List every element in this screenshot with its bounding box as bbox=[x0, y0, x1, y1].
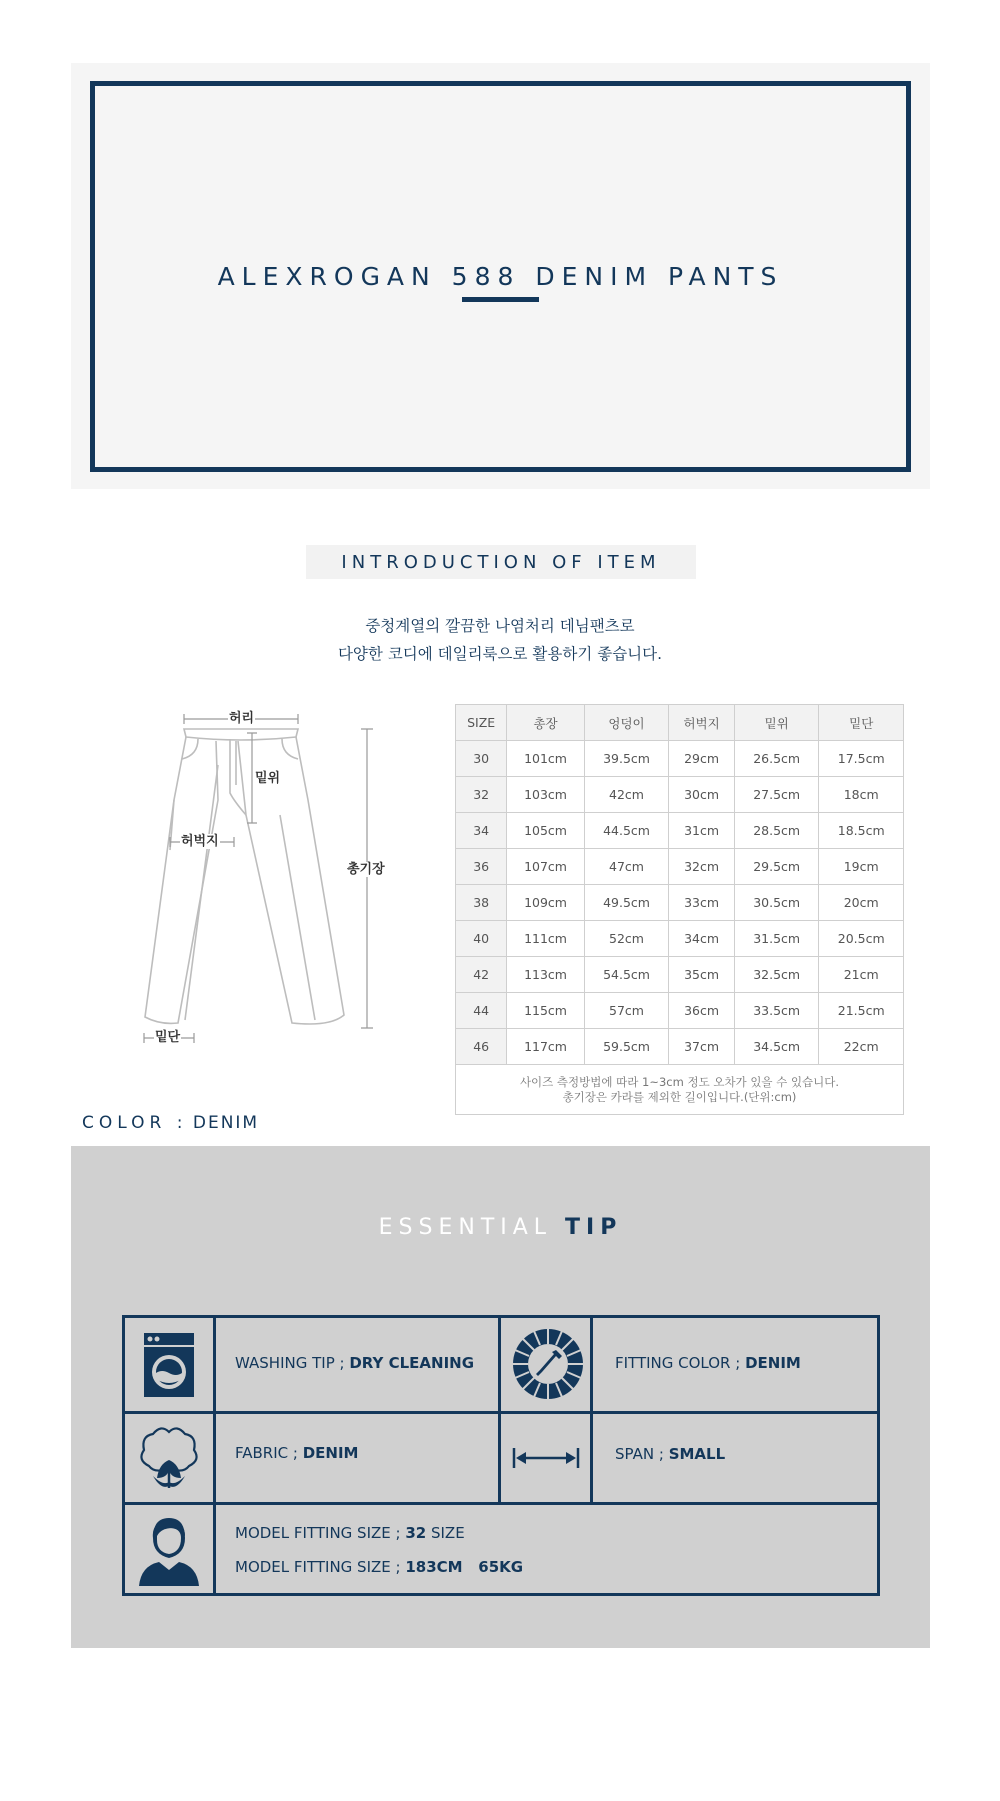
cell-rise: 34.5cm bbox=[734, 1029, 818, 1065]
table-row bbox=[456, 813, 904, 849]
cell-rise: 31.5cm bbox=[734, 921, 818, 957]
header-total-length: 총장 bbox=[507, 705, 584, 741]
pants-measurement-diagram bbox=[130, 705, 400, 1050]
cell-thigh: 33cm bbox=[669, 885, 735, 921]
intro-description bbox=[150, 612, 850, 668]
size-note-line-2: 총기장은 카라를 제외한 길이입니다.(단위:cm) bbox=[562, 1089, 797, 1104]
cotton-flower-icon bbox=[139, 1426, 199, 1490]
intro-line-2: 다양한 코디에 데일리룩으로 활용하기 좋습니다. bbox=[337, 645, 663, 663]
tip-title-light: ESSENTIAL bbox=[378, 1215, 553, 1240]
cell-total-length: 113cm bbox=[507, 957, 584, 993]
color-info bbox=[82, 1113, 259, 1133]
product-title: ALEXROGAN 588 DENIM PANTS bbox=[217, 262, 784, 291]
table-row bbox=[456, 921, 904, 957]
fabric-info bbox=[235, 1444, 358, 1462]
cell-thigh: 35cm bbox=[669, 957, 735, 993]
cell-hip: 59.5cm bbox=[584, 1029, 668, 1065]
cell-hip: 39.5cm bbox=[584, 741, 668, 777]
cell-hem: 18.5cm bbox=[819, 813, 904, 849]
color-wheel-dropper-icon bbox=[512, 1328, 584, 1400]
tip-divider-v1 bbox=[213, 1318, 216, 1593]
model-fitting-size bbox=[235, 1524, 465, 1542]
cell-size: 32 bbox=[456, 777, 507, 813]
fabric-label: FABRIC ; bbox=[235, 1444, 303, 1462]
color-label: COLOR : bbox=[82, 1113, 188, 1133]
header-rise: 밑위 bbox=[734, 705, 818, 741]
washing-machine-icon bbox=[144, 1333, 194, 1397]
cell-total-length: 107cm bbox=[507, 849, 584, 885]
table-row bbox=[456, 849, 904, 885]
cell-total-length: 117cm bbox=[507, 1029, 584, 1065]
waist-label: 허리 bbox=[229, 711, 255, 726]
tip-table bbox=[122, 1315, 880, 1596]
span-label: SPAN ; bbox=[615, 1445, 669, 1463]
fitting-color-value: DENIM bbox=[745, 1354, 801, 1372]
cell-size: 42 bbox=[456, 957, 507, 993]
cell-rise: 26.5cm bbox=[734, 741, 818, 777]
table-row bbox=[456, 1029, 904, 1065]
cell-hip: 44.5cm bbox=[584, 813, 668, 849]
washing-tip-label: WASHING TIP ; bbox=[235, 1354, 350, 1372]
cell-hip: 54.5cm bbox=[584, 957, 668, 993]
tip-divider-v2 bbox=[498, 1318, 501, 1502]
model-body-info bbox=[235, 1558, 523, 1576]
cell-hem: 18cm bbox=[819, 777, 904, 813]
cell-total-length: 115cm bbox=[507, 993, 584, 1029]
cell-rise: 33.5cm bbox=[734, 993, 818, 1029]
size-note-line-1: 사이즈 측정방법에 따라 1~3cm 정도 오차가 있을 수 있습니다. bbox=[519, 1074, 840, 1089]
table-row bbox=[456, 993, 904, 1029]
model-body-value: 183CM 65KG bbox=[405, 1558, 524, 1576]
title-underline bbox=[462, 297, 539, 302]
table-row bbox=[456, 957, 904, 993]
cell-total-length: 101cm bbox=[507, 741, 584, 777]
header-hip: 엉덩이 bbox=[584, 705, 668, 741]
span-value: SMALL bbox=[668, 1445, 726, 1463]
cell-hem: 17.5cm bbox=[819, 741, 904, 777]
intro-heading: INTRODUCTION OF ITEM bbox=[341, 551, 661, 573]
tip-divider-v3 bbox=[590, 1318, 593, 1502]
cell-rise: 32.5cm bbox=[734, 957, 818, 993]
color-value: DENIM bbox=[192, 1113, 260, 1133]
table-row bbox=[456, 885, 904, 921]
size-note-row bbox=[456, 1065, 904, 1115]
cell-thigh: 29cm bbox=[669, 741, 735, 777]
pants-outline-icon bbox=[130, 705, 400, 1050]
model-size-suffix: SIZE bbox=[426, 1524, 465, 1542]
cell-hem: 20cm bbox=[819, 885, 904, 921]
thigh-label: 허벅지 bbox=[181, 834, 219, 849]
span-info bbox=[615, 1445, 725, 1463]
table-row bbox=[456, 741, 904, 777]
cell-total-length: 103cm bbox=[507, 777, 584, 813]
cell-hem: 21.5cm bbox=[819, 993, 904, 1029]
cell-rise: 28.5cm bbox=[734, 813, 818, 849]
cell-size: 30 bbox=[456, 741, 507, 777]
cell-rise: 29.5cm bbox=[734, 849, 818, 885]
person-avatar-icon bbox=[135, 1514, 203, 1586]
size-table bbox=[455, 704, 904, 1115]
cell-hem: 19cm bbox=[819, 849, 904, 885]
cell-hip: 57cm bbox=[584, 993, 668, 1029]
cell-rise: 30.5cm bbox=[734, 885, 818, 921]
cell-hip: 49.5cm bbox=[584, 885, 668, 921]
cell-thigh: 36cm bbox=[669, 993, 735, 1029]
cell-hem: 21cm bbox=[819, 957, 904, 993]
washing-tip-value: DRY CLEANING bbox=[349, 1354, 475, 1372]
cell-thigh: 37cm bbox=[669, 1029, 735, 1065]
cell-rise: 27.5cm bbox=[734, 777, 818, 813]
cell-total-length: 109cm bbox=[507, 885, 584, 921]
cell-hip: 52cm bbox=[584, 921, 668, 957]
model-body-label: MODEL FITTING SIZE ; bbox=[235, 1558, 406, 1576]
intro-heading-box bbox=[306, 545, 696, 579]
cell-hem: 22cm bbox=[819, 1029, 904, 1065]
header-hem: 밑단 bbox=[819, 705, 904, 741]
fitting-color bbox=[615, 1354, 801, 1372]
header-thigh: 허벅지 bbox=[669, 705, 735, 741]
size-note bbox=[456, 1065, 904, 1115]
cell-thigh: 34cm bbox=[669, 921, 735, 957]
tip-divider-h1 bbox=[125, 1411, 877, 1414]
intro-line-1: 중청계열의 깔끔한 나염처리 데님팬츠로 bbox=[365, 617, 635, 635]
hem-label: 밑단 bbox=[155, 1030, 181, 1045]
tip-divider-h2 bbox=[125, 1502, 877, 1505]
cell-thigh: 30cm bbox=[669, 777, 735, 813]
cell-size: 46 bbox=[456, 1029, 507, 1065]
cell-size: 40 bbox=[456, 921, 507, 957]
tip-title-dark: TIP bbox=[565, 1215, 623, 1240]
cell-hip: 47cm bbox=[584, 849, 668, 885]
essential-tip-title bbox=[71, 1215, 930, 1240]
model-size-value: 32 bbox=[405, 1524, 427, 1542]
fabric-value: DENIM bbox=[302, 1444, 359, 1462]
cell-thigh: 32cm bbox=[669, 849, 735, 885]
model-size-label: MODEL FITTING SIZE ; bbox=[235, 1524, 406, 1542]
cell-hip: 42cm bbox=[584, 777, 668, 813]
washing-tip bbox=[235, 1354, 474, 1372]
cell-size: 38 bbox=[456, 885, 507, 921]
cell-size: 44 bbox=[456, 993, 507, 1029]
cell-hem: 20.5cm bbox=[819, 921, 904, 957]
rise-label: 밑위 bbox=[255, 771, 281, 786]
cell-thigh: 31cm bbox=[669, 813, 735, 849]
cell-total-length: 111cm bbox=[507, 921, 584, 957]
cell-size: 34 bbox=[456, 813, 507, 849]
double-arrow-icon bbox=[512, 1446, 580, 1470]
size-table-header-row bbox=[456, 705, 904, 741]
header-size: SIZE bbox=[456, 705, 507, 741]
cell-total-length: 105cm bbox=[507, 813, 584, 849]
cell-size: 36 bbox=[456, 849, 507, 885]
total-length-label: 총기장 bbox=[347, 862, 385, 877]
table-row bbox=[456, 777, 904, 813]
fitting-color-label: FITTING COLOR ; bbox=[615, 1354, 746, 1372]
